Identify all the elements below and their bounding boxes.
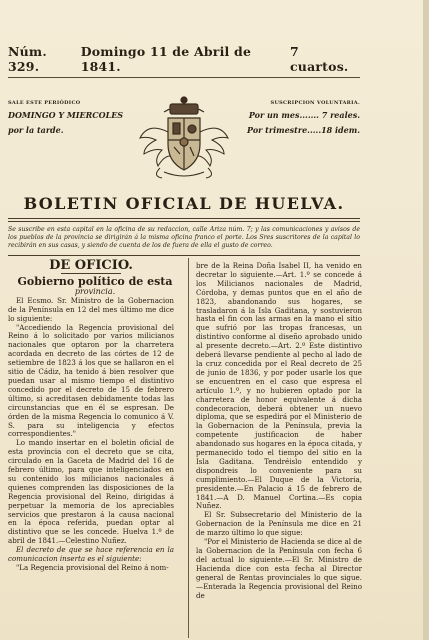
paragraph: bre de la Reina Doña Isabel II, ha venido en decretar lo siguiente.—Art. 1.º se concede á los Milicianos nacionales de Madrid, Córdoba, y demas puntos que en el año de 1823, abandonando sus hogares, se trasladaron á la Isla Gaditana, y sostuvieron hasta el fin con las armas en la mano el sitio que sufrió por las tropas francesas, un distintivo conforme al diseño aprobado unido al presente decreto.—Art. 2.º Este distintivo deberá llevarse pendiente al pecho al lado de la cruz concedida por el Real decreto de 25 de junio de 1836, y por poder usarle los que se encuentren en el caso que espresa el artículo 1.º, y no hubieren optado por la charretera de honor equivalente á dicha condecoracion, deberá obtener un nuevo diploma, que se espedirá por el Ministerio de la Gobernacion de la Península, previa la competente justificacion de haber abandonado sus hogares en la época citada, y permanecido todo el tiempo del sitio en la Isla Gaditana. Tendréislo entendido y dispondreis lo conveniente para su cumplimiento.—El Duque de la Victoria, presidente.—En Palacio á 15 de febrero de 1841.—A D. Manuel Cortina.—Es copia Nuñez.: [196, 261, 362, 511]
subscription-quarterly: Por trimestre.....18 idem.: [247, 125, 360, 135]
article-heading: Gobierno político de esta: [17, 274, 173, 288]
paragraph: El decreto de que se hace referencia en la comunicacion inserta es el siguiente:: [8, 545, 174, 564]
publication-schedule: [8, 100, 138, 136]
schedule-days: DOMINGO Y MIERCOLES: [8, 110, 124, 120]
issue-price: 7 cuartos.: [290, 44, 349, 74]
schedule-heading: SALE ESTE PERIÓDICO: [8, 100, 81, 106]
paragraph: "La Regencia provisional del Reino á nom-: [16, 563, 169, 572]
left-column: [8, 258, 174, 573]
issue-number: Núm. 329.: [8, 44, 47, 74]
subscription-notice: Se suscribe en esta capital en la oficina de su redaccion, calle Ariza núm. 7; y las comunicaciones y avisos de los pueblos de la provincia se dirigirán á la misma oficina franco el porte. Los Sres suscritores de la capital lo recibirán en sus casas, y siendo de cuenta de los de fuera de ella el gusto de correo.: [8, 226, 360, 249]
paper-edge: [423, 0, 429, 640]
newspaper-title: BOLETIN OFICIAL DE HUELVA.: [23, 194, 345, 213]
column-divider: [188, 258, 189, 638]
article-subheading: provincia.: [74, 286, 116, 296]
paragraph: El Sr. Subsecretario del Ministerio de la Gobernacion de la Península me dice en 21 de marzo último lo que sigue:: [196, 510, 362, 538]
royal-coat-of-arms-icon: [134, 92, 234, 182]
issue-header: [8, 44, 360, 78]
right-column: [196, 262, 362, 600]
schedule-time: por la tarde.: [8, 125, 64, 135]
paragraph: Lo mando insertar en el boletin oficial de esta provincia con el decreto que se cita, circulado en la Gaceta de Madrid del 16 de febrero último, para que inteligenciados en su contenido los milicianos nacionales á quienes comprenden las disposiciones de la Regencia provisional del Reino, dirigidas á perpetuar la memoria de los apreciables servicios que prestaron á la causa nacional en la época referida, puedan optar al distintivo que se les concede. Huelva 1.º de abril de 1841.—Celestino Nuñez.: [8, 438, 174, 546]
subscription-monthly: Por un mes....... 7 reales.: [248, 110, 360, 120]
paragraph: El Ecsmo. Sr. Ministro de la Gobernacion de la Península en 12 del mes último me dice lo siguiente:: [8, 295, 174, 323]
paragraph: "Accediendo la Regencia provisional del Reino á lo solicitado por varios milicianos nacionales que optaron por la charretera acordada en decreto de las córtes de 12 de setiembre de 1823 á los que se hallaron en el sitio de Cádiz, ha tenido á bien resolver que puedan usar al mismo tiempo el distintivo concedido por el decreto de 15 de febrero último, si acreditasen debidamente todas las circunstancias que en él se espresan. De órden de la misma Regencia lo comunico á V. S. para su inteligencia y efectos correspondientes.": [8, 322, 174, 439]
paragraph: "Por el Ministerio de Hacienda se dice al de la Gobernacion de la Península con fecha 6 del actual lo siguiente.—El Sr. Ministro de Hacienda dice con esta fecha al Director general de Rentas provinciales lo que sigue.—Enterada la Regencia provisional del Reino de: [196, 537, 362, 600]
subscription-heading: SUSCRIPCION VOLUNTARIA.: [270, 100, 360, 106]
title-rule-inner: [8, 221, 360, 222]
masthead: [8, 92, 360, 182]
title-rule: [8, 218, 360, 219]
section-rule: [61, 273, 121, 274]
subscription-info: [230, 100, 360, 136]
issue-date: Domingo 11 de Abril de 1841.: [80, 44, 252, 74]
section-heading: DE OFICIO.: [49, 258, 133, 273]
notice-rule: [8, 255, 360, 256]
